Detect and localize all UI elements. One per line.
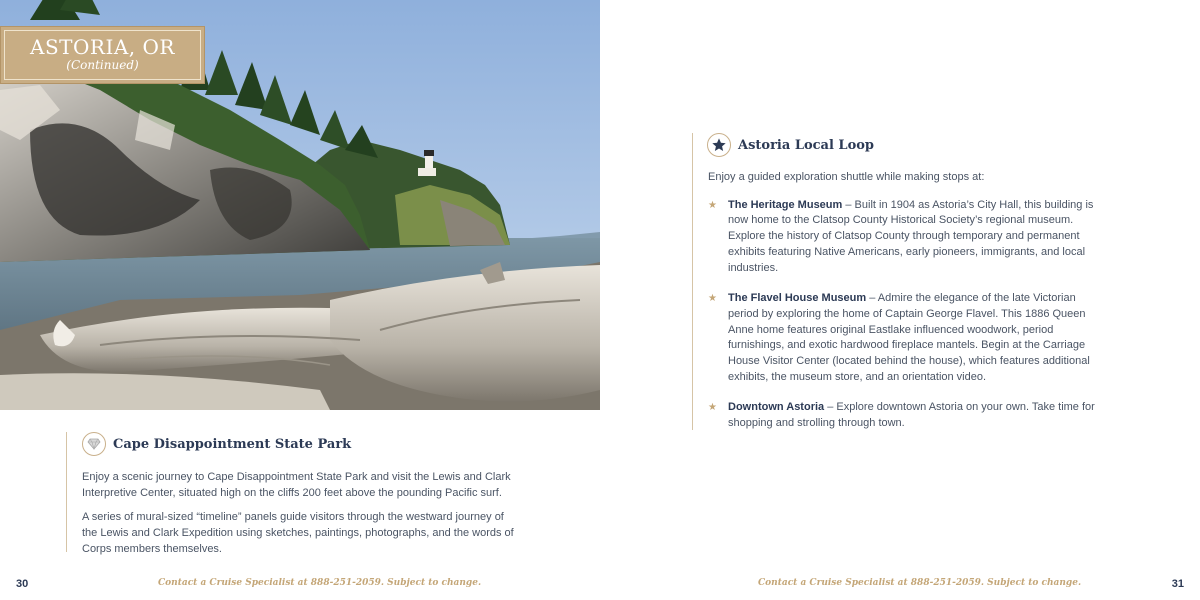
astoria-local-loop-section	[692, 133, 1112, 430]
footer-contact-note: Contact a Cruise Specialist at 888-251-2059. Subject to change.	[758, 578, 1082, 588]
section-header	[707, 133, 1112, 157]
star-bullet-icon: ★	[708, 402, 717, 414]
banner-title: ASTORIA, OR	[30, 35, 175, 59]
cape-disappointment-section	[66, 432, 526, 555]
footer-contact-note: Contact a Cruise Specialist at 888-251-2059. Subject to change.	[158, 578, 482, 588]
stop-description: – Built in 1904 as Astoria’s City Hall, this building is now home to the Clatsop County Historical Society’s regional museum. Explore the history of Clatsop County through temporary and permanent exhibits featuring Native Americans, early pioneers, immigrants, and local industries.	[728, 198, 1094, 274]
section-header	[82, 432, 526, 456]
title-banner	[0, 26, 205, 84]
list-item	[708, 400, 1103, 431]
stop-name: The Flavel House Museum	[728, 292, 867, 305]
stop-name: The Heritage Museum	[728, 198, 843, 211]
list-item	[708, 291, 1103, 385]
paragraph: A series of mural-sized “timeline” panels guide visitors through the westward journey of the Lewis and Clark Expedition using sketches, paintings, photographs, and the words of Corps members themselves.	[82, 511, 514, 555]
stop-description: – Explore downtown Astoria on your own. Take time for shopping and strolling through town.	[728, 401, 1095, 430]
banner-subtitle: (Continued)	[66, 58, 139, 72]
intro-text: Enjoy a guided exploration shuttle while making stops at:	[708, 171, 985, 183]
paragraph: Enjoy a scenic journey to Cape Disappointment State Park and visit the Lewis and Clark Interpretive Center, situated high on the cliffs 200 feet above the pounding Pacific surf.	[82, 471, 511, 499]
stop-description: – Admire the elegance of the late Victorian period by exploring the home of Captain George Flavel. This 1886 Queen Anne home features original Eastlake influenced woodwork, period furnishings, and exotic hardwood fireplace mantels. Begin at the Carriage House Visitor Center (located behind the house), which features additional exhibits, the museum store, and an orientation video.	[728, 292, 1090, 383]
star-bullet-icon: ★	[708, 293, 717, 305]
section-title: Astoria Local Loop	[738, 137, 875, 153]
star-icon	[707, 133, 731, 157]
stop-text	[728, 400, 1103, 431]
stop-name: Downtown Astoria	[728, 401, 825, 414]
diamond-icon	[82, 432, 106, 456]
stop-list	[708, 198, 1103, 432]
page-number: 31	[1171, 578, 1184, 590]
stop-text	[728, 291, 1103, 385]
star-bullet-icon: ★	[708, 199, 717, 211]
stop-text	[728, 198, 1103, 277]
section-title: Cape Disappointment State Park	[113, 436, 352, 452]
list-item	[708, 198, 1103, 277]
page-number: 30	[16, 578, 29, 590]
